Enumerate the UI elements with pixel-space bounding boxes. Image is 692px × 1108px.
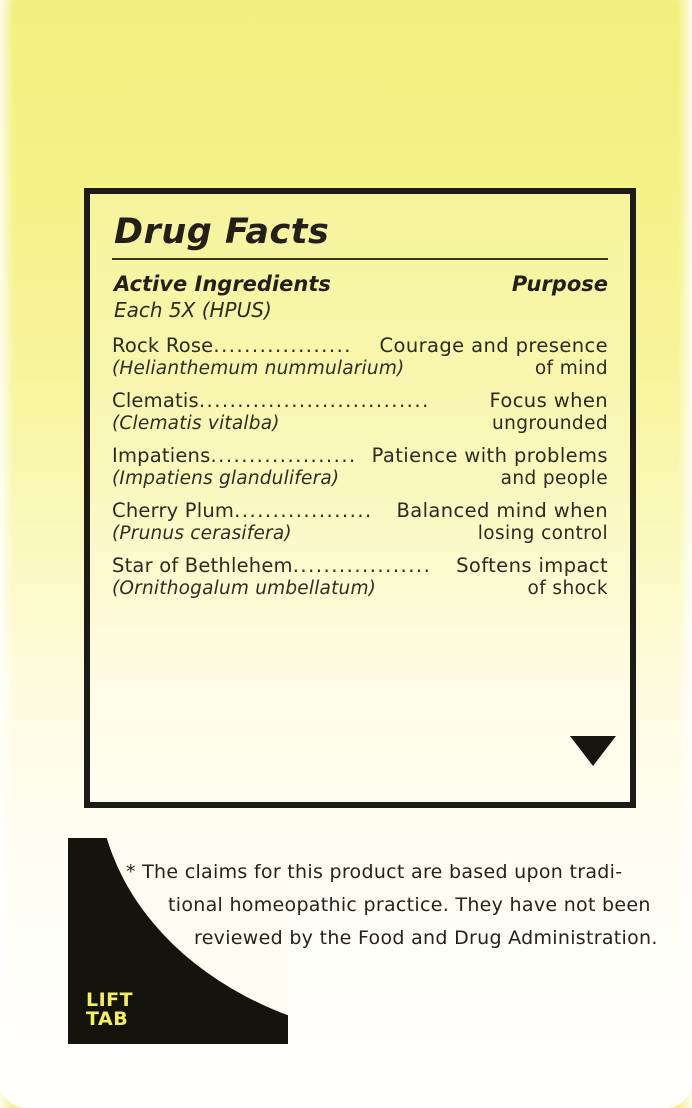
active-ingredients-header: Active Ingredients — [114, 272, 331, 296]
ingredient-purpose-line2: ungrounded — [491, 413, 608, 434]
ingredient-purpose-line1: Balanced mind when — [396, 499, 608, 522]
ingredient-row — [112, 444, 608, 489]
page-title: Drug Facts — [114, 212, 330, 252]
ingredient-name: Star of Bethlehem — [112, 554, 293, 577]
ingredient-name: Impatiens — [112, 444, 211, 467]
leader-dots: .................. — [213, 334, 352, 357]
ingredient-purpose-line2: losing control — [477, 523, 608, 544]
leader-dots: ................... — [210, 444, 357, 467]
disclaimer-text — [98, 856, 658, 955]
ingredient-name: Cherry Plum — [112, 499, 235, 522]
disclaimer-line-3: reviewed by the Food and Drug Administration. — [194, 927, 658, 949]
lift-tab-line2: TAB — [86, 1008, 129, 1030]
title-divider — [112, 258, 608, 260]
ingredient-latin-name: (Clematis vitalba) — [112, 413, 280, 434]
ingredient-latin-name: (Helianthemum nummularium) — [112, 358, 405, 379]
leader-dots: .............................. — [198, 389, 430, 412]
ingredient-latin-name: (Impatiens glandulifera) — [112, 468, 340, 489]
label-left-edge — [0, 0, 14, 1108]
ingredient-name: Clematis — [112, 389, 199, 412]
leader-dots: .................. — [234, 499, 373, 522]
down-triangle-icon — [570, 736, 616, 766]
lift-tab-line1: LIFT — [86, 989, 134, 1011]
ingredient-purpose-line1: Patience with problems — [371, 444, 608, 467]
drug-facts-panel — [84, 188, 636, 808]
leader-dots: .................. — [292, 554, 432, 577]
lift-tab-label[interactable] — [86, 991, 133, 1029]
label-right-edge — [678, 0, 692, 1108]
ingredient-row — [112, 389, 608, 434]
dosage-subheader: Each 5X (HPUS) — [114, 298, 272, 322]
asterisk-marker: * — [126, 861, 136, 883]
ingredient-purpose-line2: of shock — [527, 578, 608, 599]
disclaimer-block — [68, 838, 658, 1043]
ingredient-row — [112, 499, 608, 544]
ingredient-purpose-line1: Courage and presence — [379, 334, 608, 357]
ingredient-purpose-line2: and people — [500, 468, 608, 489]
purpose-header: Purpose — [511, 272, 608, 296]
ingredient-purpose-line1: Focus when — [489, 389, 608, 412]
ingredient-name: Rock Rose — [112, 334, 214, 357]
disclaimer-line-1: The claims for this product are based upon tradi- — [142, 861, 623, 883]
ingredient-latin-name: (Ornithogalum umbellatum) — [112, 578, 377, 599]
ingredient-latin-name: (Prunus cerasifera) — [112, 523, 292, 544]
ingredient-purpose-line1: Softens impact — [456, 554, 608, 577]
ingredient-row — [112, 334, 608, 379]
ingredient-purpose-line2: of mind — [534, 358, 608, 379]
disclaimer-line-2: tional homeopathic practice. They have not been — [168, 894, 651, 916]
column-headers — [114, 272, 608, 296]
ingredient-row — [112, 554, 608, 599]
